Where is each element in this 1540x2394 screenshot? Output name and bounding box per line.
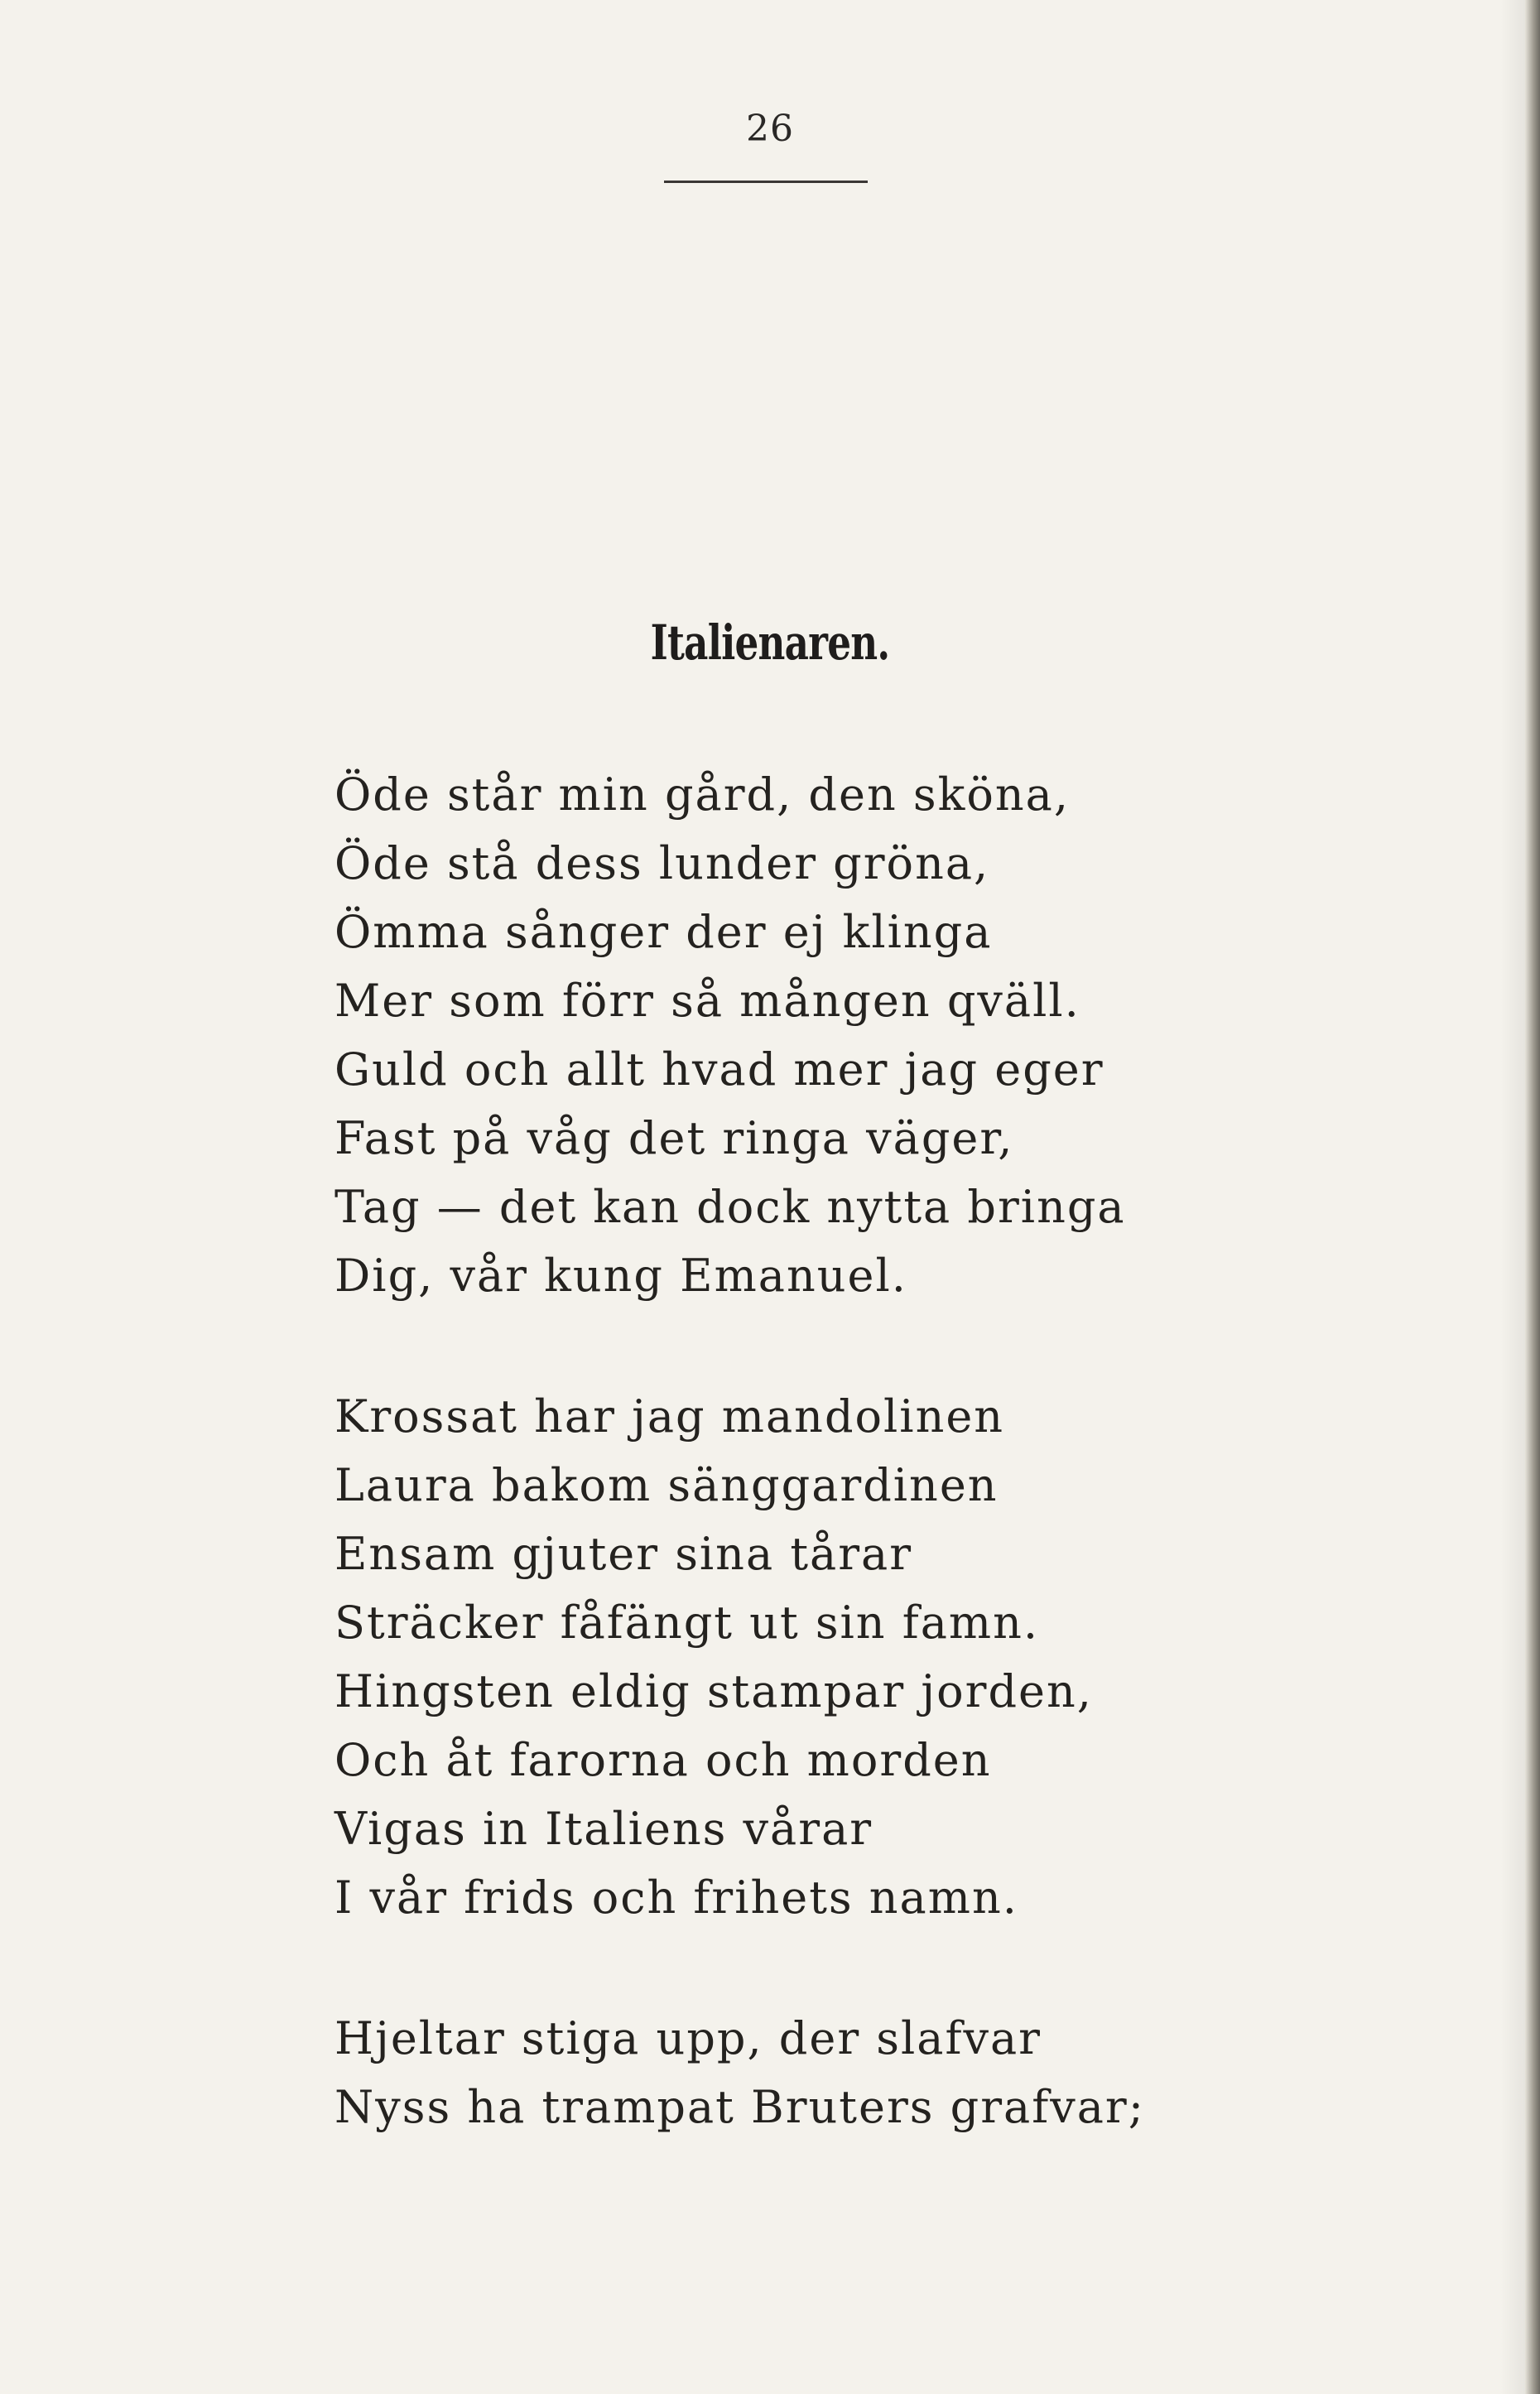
verse-line: Nyss ha trampat Bruters grafvar; bbox=[334, 2081, 1145, 2133]
verse-line: Ensam gjuter sina tårar bbox=[334, 1528, 913, 1580]
verse-line: Sträcker fåfängt ut sin famn. bbox=[334, 1597, 1040, 1649]
stanza-2 bbox=[334, 1382, 1494, 1932]
verse-line: Fast på våg det ringa väger, bbox=[334, 1112, 1014, 1164]
verse-line: Mer som förr så mången qväll. bbox=[334, 975, 1080, 1027]
verse-line: I vår frids och frihets namn. bbox=[334, 1871, 1018, 1924]
verse-line: Och åt farorna och morden bbox=[334, 1734, 992, 1786]
verse-line: Laura bakom sänggardinen bbox=[334, 1459, 999, 1511]
verse-line: Hjeltar stiga upp, der slafvar bbox=[334, 2012, 1042, 2064]
verse-line: Öde står min gård, den sköna, bbox=[334, 768, 1070, 821]
verse-line: Dig, vår kung Emanuel. bbox=[334, 1250, 907, 1302]
page-number: 26 bbox=[746, 108, 794, 150]
stanza-3 bbox=[334, 2004, 1494, 2141]
stanza-1 bbox=[334, 760, 1494, 1310]
verse-line: Vigas in Italiens vårar bbox=[334, 1803, 873, 1855]
page-edge-shadow bbox=[1500, 0, 1525, 2394]
verse-line: Ömma sånger der ej klinga bbox=[334, 906, 993, 958]
poem-body bbox=[334, 760, 1494, 2213]
header-rule bbox=[664, 181, 868, 183]
verse-line: Krossat har jag mandolinen bbox=[334, 1390, 1005, 1443]
book-binding-edge bbox=[1525, 0, 1540, 2394]
verse-line: Hingsten eldig stampar jorden, bbox=[334, 1665, 1093, 1717]
verse-line: Tag — det kan dock nytta bringa bbox=[334, 1181, 1126, 1233]
verse-line: Guld och allt hvad mer jag eger bbox=[334, 1043, 1104, 1096]
poem-title: Italienaren. bbox=[650, 614, 890, 671]
verse-line: Öde stå dess lunder gröna, bbox=[334, 837, 990, 889]
